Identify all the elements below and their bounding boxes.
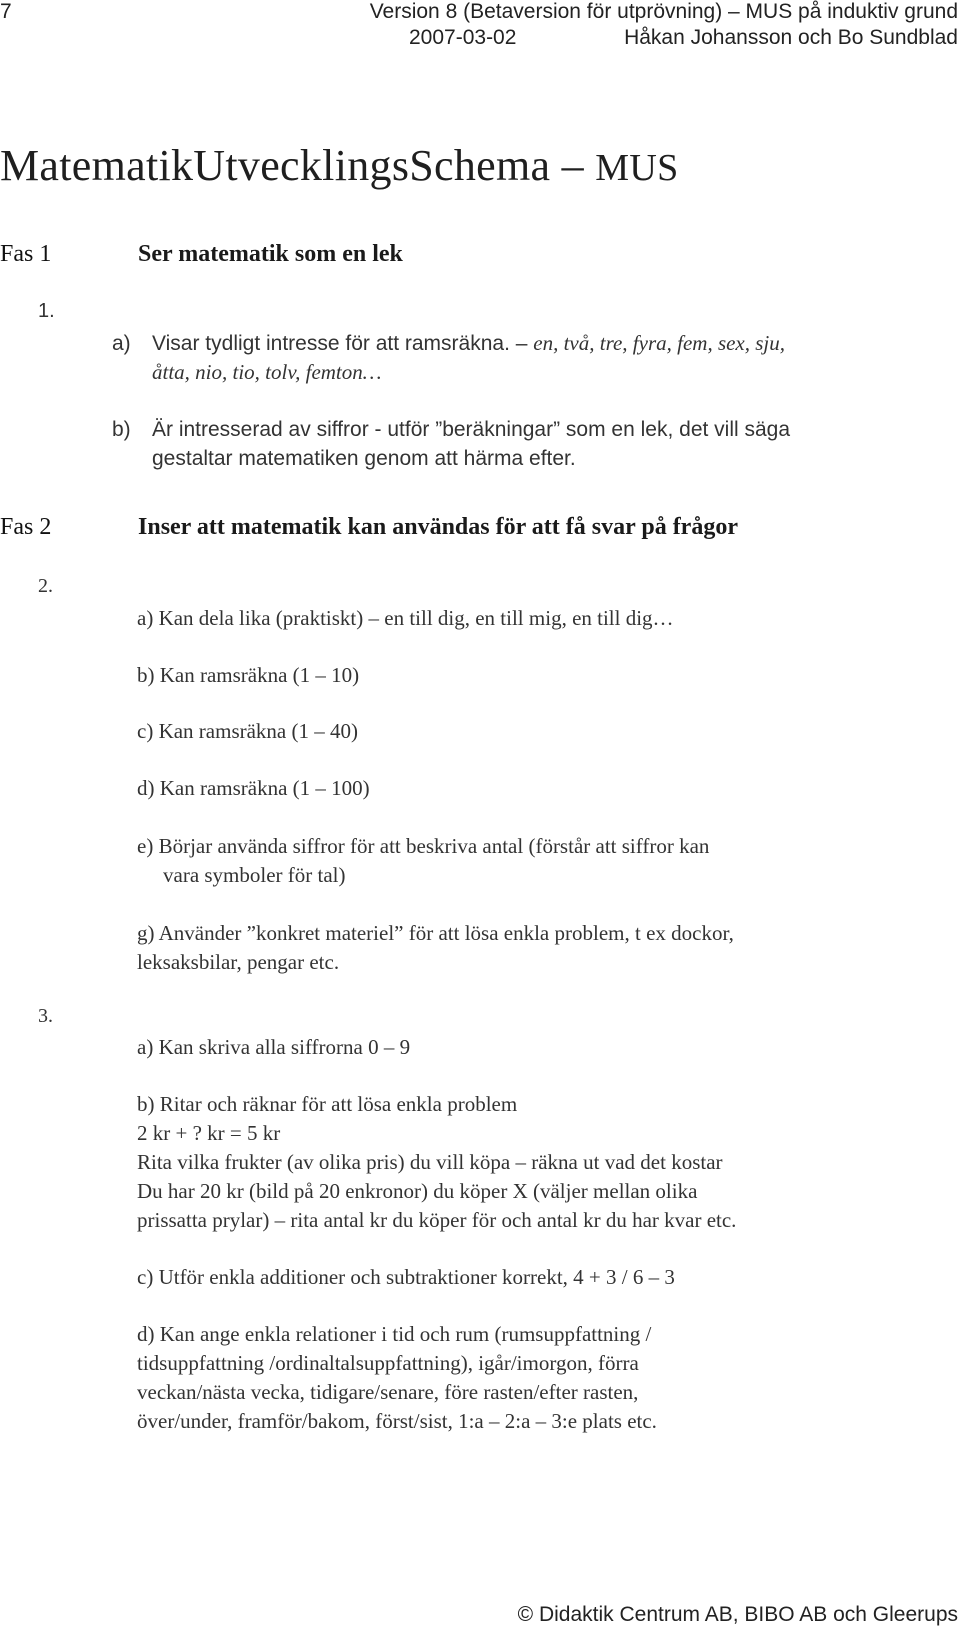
fas1-heading: Ser matematik som en lek bbox=[138, 241, 403, 267]
header-date: 2007-03-02 bbox=[409, 26, 517, 49]
fas1-item-a bbox=[152, 329, 942, 358]
header-authors: Håkan Johansson och Bo Sundblad bbox=[624, 26, 958, 49]
s2-item-g-line2: leksaksbilar, pengar etc. bbox=[137, 950, 340, 974]
fas1-item-b-line1: Är intresserad av siffror - utför ”beräkningar” som en lek, det vill säga bbox=[152, 418, 791, 441]
s2-item-e-line2: vara symboler för tal) bbox=[163, 863, 346, 887]
fas1-item-a-prefix: a) bbox=[112, 332, 131, 355]
page-title bbox=[0, 140, 679, 191]
page-number: 7 bbox=[0, 0, 12, 23]
s3-item-d-line4: över/under, framför/bakom, först/sist, 1:a – 2:a – 3:e plats etc. bbox=[137, 1409, 657, 1433]
fas2-heading: Inser att matematik kan användas för att få svar på frågor bbox=[138, 514, 738, 540]
s3-item-d-line3: veckan/nästa vecka, tidigare/senare, före rasten/efter rasten, bbox=[137, 1380, 639, 1404]
fas1-item-b-line2: gestaltar matematiken genom att härma efter. bbox=[152, 447, 576, 470]
title-abbr: MUS bbox=[595, 147, 679, 189]
s2-item-c: c) Kan ramsräkna (1 – 40) bbox=[137, 719, 358, 743]
s2-item-e-line1: e) Börjar använda siffror för att beskriva antal (förstår att siffror kan bbox=[137, 834, 710, 858]
fas1-item-b-prefix: b) bbox=[112, 418, 131, 441]
s3-item-a: a) Kan skriva alla siffrorna 0 – 9 bbox=[137, 1035, 411, 1059]
section-number-1: 1. bbox=[38, 300, 55, 322]
s2-item-b: b) Kan ramsräkna (1 – 10) bbox=[137, 663, 360, 687]
s2-item-d: d) Kan ramsräkna (1 – 100) bbox=[137, 776, 370, 800]
title-main: MatematikUtvecklingsSchema – bbox=[0, 141, 596, 190]
fas2-label: Fas 2 bbox=[0, 514, 52, 540]
section-number-2: 2. bbox=[38, 575, 53, 597]
s3-item-b-line3: Rita vilka frukter (av olika pris) du vill köpa – räkna ut vad det kostar bbox=[137, 1150, 723, 1174]
fas1-item-a-italic-2: åtta, nio, tio, tolv, femton… bbox=[152, 360, 382, 384]
s3-item-b-line1: b) Ritar och räknar för att lösa enkla problem bbox=[137, 1092, 518, 1116]
footer-copyright: © Didaktik Centrum AB, BIBO AB och Gleerups bbox=[517, 1603, 958, 1626]
s3-item-d-line2: tidsuppfattning /ordinaltalsuppfattning), igår/imorgon, förra bbox=[137, 1351, 639, 1375]
s3-item-c: c) Utför enkla additioner och subtraktioner korrekt, 4 + 3 / 6 – 3 bbox=[137, 1265, 675, 1289]
fas1-label: Fas 1 bbox=[0, 241, 52, 267]
version-line: Version 8 (Betaversion för utprövning) – MUS på induktiv grund bbox=[369, 0, 958, 23]
s3-item-b-line2: 2 kr + ? kr = 5 kr bbox=[137, 1121, 281, 1145]
section-number-3: 3. bbox=[38, 1005, 53, 1027]
fas1-item-a-italic-1: en, två, tre, fyra, fem, sex, sju, bbox=[533, 331, 786, 355]
s3-item-b-line5: prissatta prylar) – rita antal kr du köper för och antal kr du har kvar etc. bbox=[137, 1208, 737, 1232]
fas1-item-a-text: Visar tydligt intresse för att ramsräkna. – bbox=[152, 332, 534, 355]
s2-item-a: a) Kan dela lika (praktiskt) – en till dig, en till mig, en till dig… bbox=[137, 606, 674, 630]
s2-item-g-line1: g) Använder ”konkret materiel” för att lösa enkla problem, t ex dockor, bbox=[137, 921, 734, 945]
s3-item-b-line4: Du har 20 kr (bild på 20 enkronor) du köper X (väljer mellan olika bbox=[137, 1179, 698, 1203]
s3-item-d-line1: d) Kan ange enkla relationer i tid och rum (rumsuppfattning / bbox=[137, 1322, 652, 1346]
